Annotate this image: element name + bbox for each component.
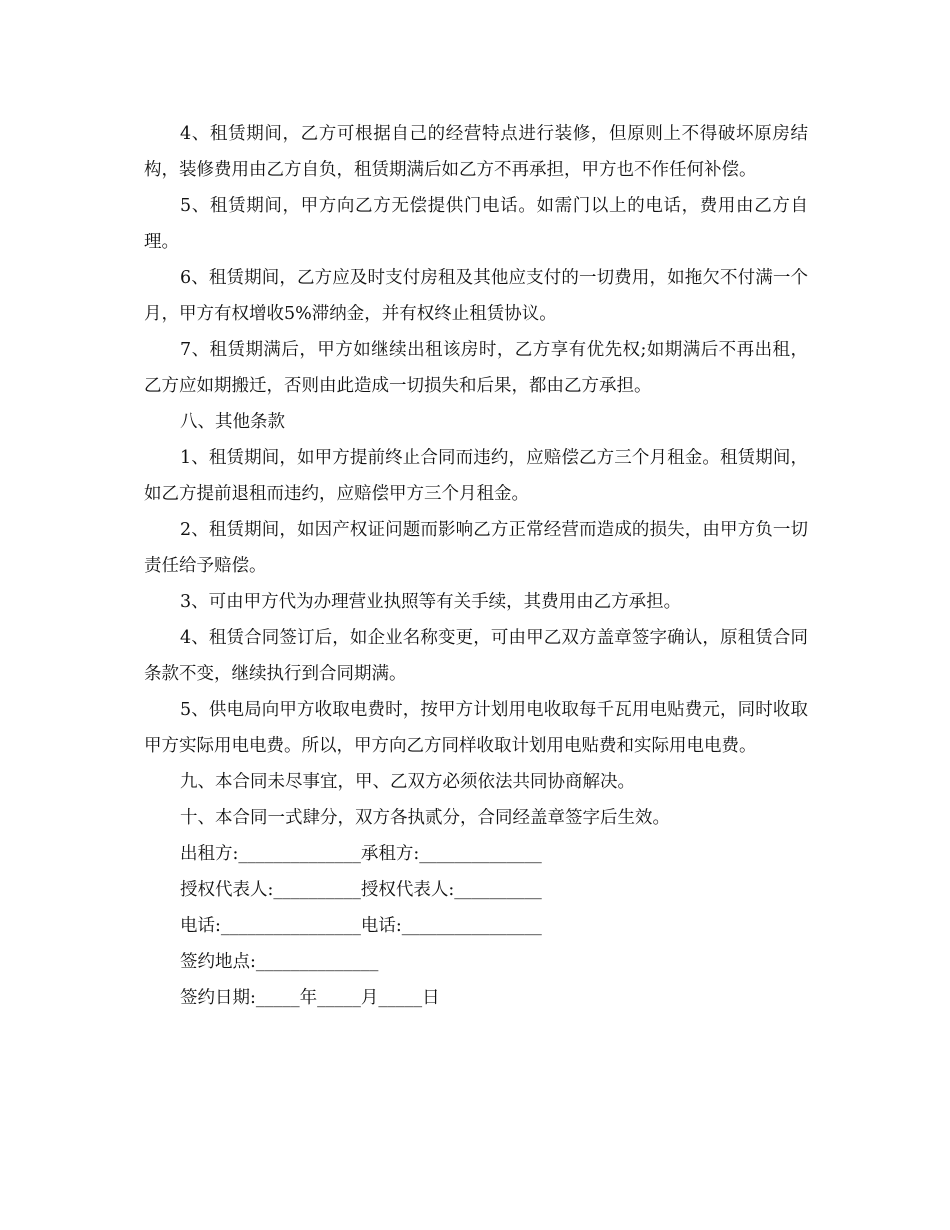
- signature-representatives: 授权代表人:__________授权代表人:__________: [180, 880, 542, 900]
- clause-renovation: 4、租赁期间，乙方可根据自己的经营特点进行装修，但原则上不得破坏原房结构，装修费用由乙方自负，租赁期满后如乙方不再承担，甲方也不作任何补偿。: [144, 124, 808, 180]
- clause-electricity: 5、供电局向甲方收取电费时，按甲方计划用电收取每千瓦用电贴费元，同时收取甲方实际用电电费。所以，甲方向乙方同样收取计划用电贴费和实际用电电费。: [144, 700, 808, 756]
- signature-date: 签约日期:_____年_____月_____日: [180, 988, 440, 1008]
- clause-payment: 6、租赁期间，乙方应及时支付房租及其他应支付的一切费用，如拖欠不付满一个月，甲方有权增收5%滞纳金，并有权终止租赁协议。: [144, 268, 808, 324]
- section-heading-other-terms: 八、其他条款: [180, 412, 285, 432]
- signature-parties: 出租方:______________承租方:______________: [180, 844, 542, 864]
- signature-location: 签约地点:______________: [180, 952, 379, 972]
- clause-property-certificate: 2、租赁期间，如因产权证问题而影响乙方正常经营而造成的损失，由甲方负一切责任给予赔偿。: [144, 520, 808, 576]
- clause-business-license: 3、可由甲方代为办理营业执照等有关手续，其费用由乙方承担。: [180, 592, 682, 612]
- document-body: [144, 116, 808, 1016]
- clause-copies: 十、本合同一式肆分，双方各执贰分，合同经盖章签字后生效。: [180, 808, 670, 828]
- clause-unresolved-matters: 九、本合同未尽事宜，甲、乙双方必须依法共同协商解决。: [180, 772, 635, 792]
- clause-telephone: 5、租赁期间，甲方向乙方无偿提供门电话。如需门以上的电话，费用由乙方自理。: [144, 196, 808, 252]
- signature-phones: 电话:________________电话:________________: [180, 916, 542, 936]
- clause-name-change: 4、租赁合同签订后，如企业名称变更，可由甲乙双方盖章签字确认，原租赁合同条款不变，继续执行到合同期满。: [144, 628, 808, 684]
- clause-priority-lease: 7、租赁期满后，甲方如继续出租该房时，乙方享有优先权;如期满后不再出租，乙方应如期搬迁，否则由此造成一切损失和后果，都由乙方承担。: [144, 340, 808, 396]
- clause-breach: 1、租赁期间，如甲方提前终止合同而违约，应赔偿乙方三个月租金。租赁期间，如乙方提前退租而违约，应赔偿甲方三个月租金。: [144, 448, 808, 504]
